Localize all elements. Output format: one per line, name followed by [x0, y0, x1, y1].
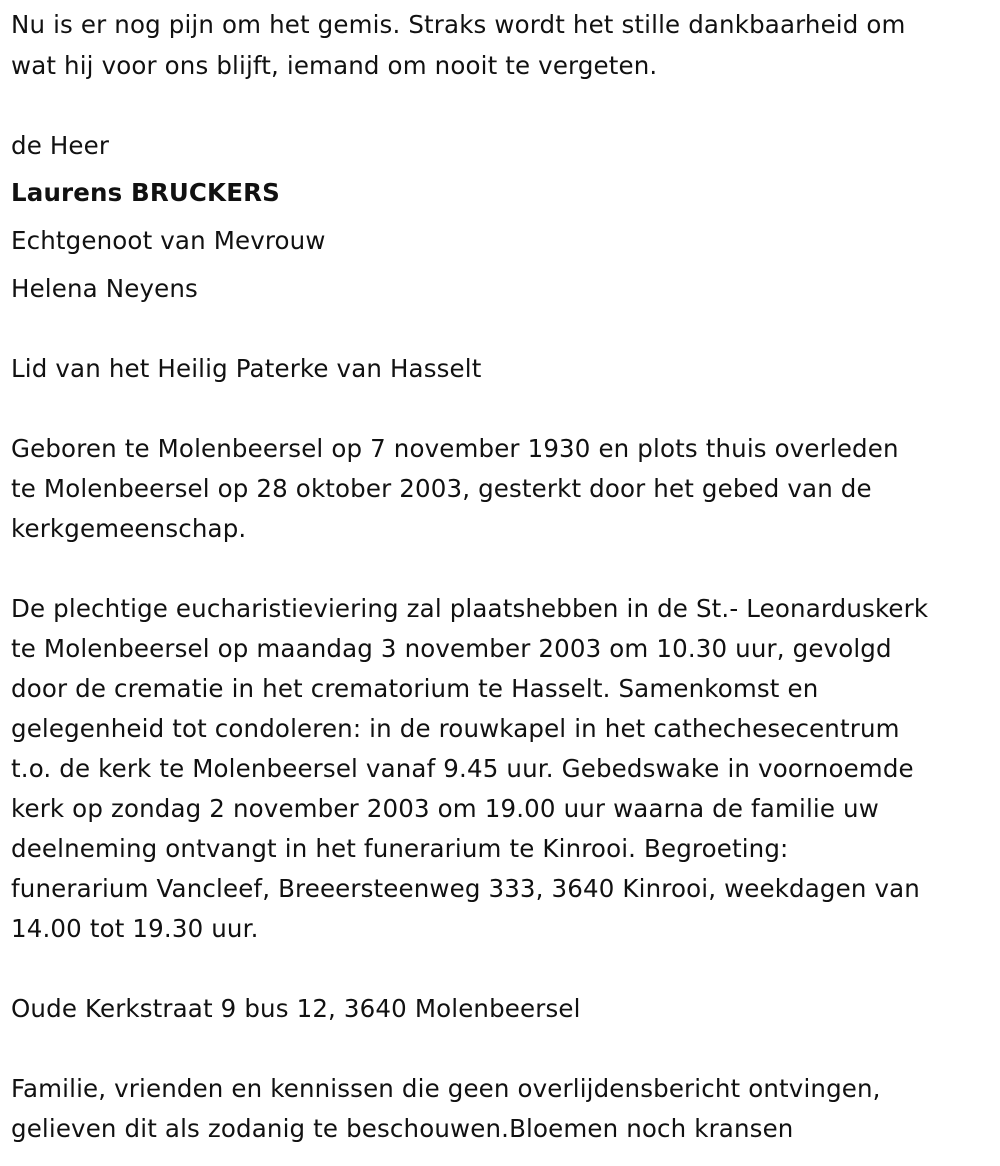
- ceremony-line-5: t.o. de kerk te Molenbeersel vanaf 9.45 uur. Gebedswake in voornoemde: [11, 754, 914, 783]
- ceremony-line-8: funerarium Vancleef, Breeersteenweg 333, 3640 Kinrooi, weekdagen van: [11, 874, 920, 903]
- ceremony-line-7: deelneming ontvangt in het funerarium te Kinrooi. Begroeting:: [11, 834, 789, 863]
- spouse-line-1: Echtgenoot van Mevrouw: [11, 226, 326, 255]
- intro-line-2: wat hij voor ons blijft, iemand om nooit te vergeten.: [11, 51, 658, 80]
- ceremony-line-1: De plechtige eucharistieviering zal plaatshebben in de St.- Leonarduskerk: [11, 594, 929, 623]
- birth-death-line-1: Geboren te Molenbeersel op 7 november 1930 en plots thuis overleden: [11, 434, 899, 463]
- birth-death-line-2: te Molenbeersel op 28 oktober 2003, gesterkt door het gebed van de: [11, 474, 872, 503]
- ceremony-line-9: 14.00 tot 19.30 uur.: [11, 914, 259, 943]
- ceremony-line-4: gelegenheid tot condoleren: in de rouwkapel in het cathechesecentrum: [11, 714, 900, 743]
- ceremony-line-2: te Molenbeersel op maandag 3 november 2003 om 10.30 uur, gevolgd: [11, 634, 892, 663]
- closing-line-2: gelieven dit als zodanig te beschouwen.Bloemen noch kransen: [11, 1114, 794, 1143]
- membership-line: Lid van het Heilig Paterke van Hasselt: [11, 354, 482, 383]
- address-line: Oude Kerkstraat 9 bus 12, 3640 Molenbeersel: [11, 994, 581, 1023]
- deceased-name: Laurens BRUCKERS: [11, 178, 280, 207]
- ceremony-line-3: door de crematie in het crematorium te Hasselt. Samenkomst en: [11, 674, 819, 703]
- spouse-line-2: Helena Neyens: [11, 274, 198, 303]
- closing-line-1: Familie, vrienden en kennissen die geen overlijdensbericht ontvingen,: [11, 1074, 881, 1103]
- intro-line-1: Nu is er nog pijn om het gemis. Straks wordt het stille dankbaarheid om: [11, 10, 906, 39]
- birth-death-line-3: kerkgemeenschap.: [11, 514, 247, 543]
- ceremony-line-6: kerk op zondag 2 november 2003 om 19.00 uur waarna de familie uw: [11, 794, 879, 823]
- title-prefix: de Heer: [11, 131, 110, 160]
